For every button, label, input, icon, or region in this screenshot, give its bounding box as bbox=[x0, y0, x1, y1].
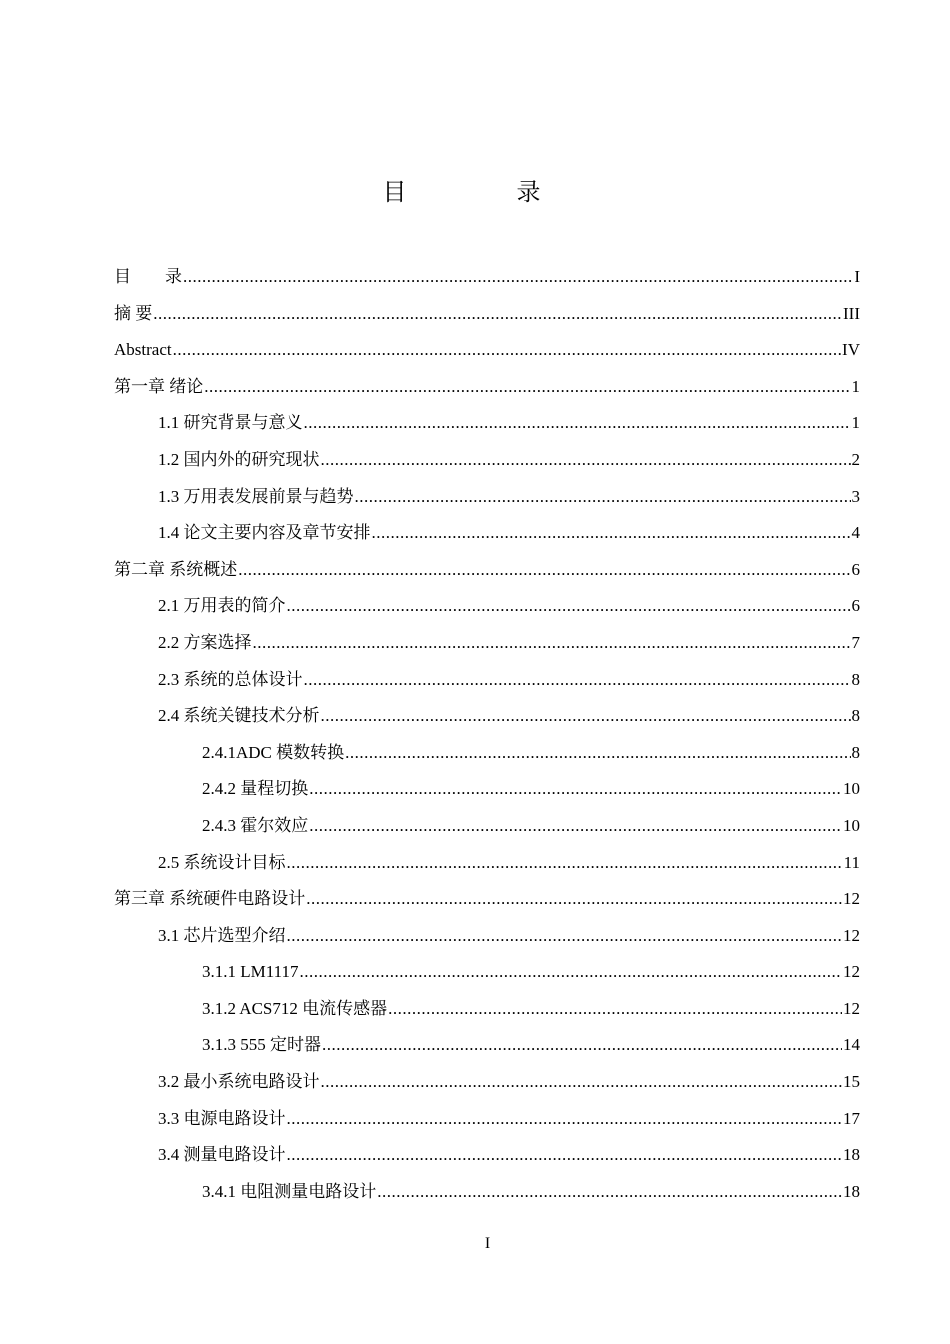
toc-dot-leader bbox=[287, 848, 843, 878]
toc-entry-page-number: 15 bbox=[843, 1072, 860, 1092]
toc-dot-leader bbox=[309, 774, 842, 804]
toc-entry-page-number: I bbox=[854, 267, 860, 286]
toc-entry[interactable] bbox=[114, 518, 860, 555]
toc-entry-page-number: IV bbox=[842, 340, 860, 360]
toc-entry[interactable] bbox=[114, 1030, 860, 1067]
toc-dot-leader bbox=[306, 884, 842, 914]
toc-dot-leader bbox=[287, 1104, 843, 1134]
toc-entry[interactable] bbox=[114, 445, 860, 482]
toc-entry-label: 3.2 最小系统电路设计 bbox=[158, 1072, 320, 1092]
toc-entry-page-number: 7 bbox=[851, 632, 860, 652]
toc-entry-label: 第二章 系统概述 bbox=[114, 559, 238, 579]
toc-entry-page-number: 2 bbox=[851, 449, 860, 469]
toc-entry-page-number: 12 bbox=[843, 889, 860, 909]
toc-entry[interactable] bbox=[114, 1177, 860, 1214]
toc-entry-label: 1.3 万用表发展前景与趋势 bbox=[158, 486, 354, 506]
toc-entry[interactable] bbox=[114, 957, 860, 994]
toc-entry-label: 2.4.3 霍尔效应 bbox=[202, 815, 309, 835]
toc-dot-leader bbox=[204, 372, 850, 402]
toc-entry-label: 3.1.3 555 定时器 bbox=[202, 1035, 321, 1055]
toc-entry-page-number: 3 bbox=[851, 486, 860, 506]
toc-entry-label: 2.4 系统关键技术分析 bbox=[158, 706, 320, 726]
toc-entry-page-number: 12 bbox=[843, 962, 860, 982]
toc-entry-label: 1.1 研究背景与意义 bbox=[158, 413, 303, 433]
toc-entry[interactable] bbox=[114, 372, 860, 409]
toc-entry-page-number: 1 bbox=[851, 376, 860, 396]
toc-entry-page-number: 8 bbox=[851, 669, 860, 689]
toc-dot-leader bbox=[287, 921, 843, 951]
toc-entry-label: 1.2 国内外的研究现状 bbox=[158, 449, 320, 469]
toc-entry-page-number: 12 bbox=[843, 925, 860, 945]
table-of-contents bbox=[114, 262, 860, 1213]
toc-entry-label: 1.4 论文主要内容及章节安排 bbox=[158, 523, 371, 543]
toc-entry[interactable] bbox=[114, 811, 860, 848]
toc-dot-leader bbox=[287, 1140, 843, 1170]
page-title: 目 录 bbox=[382, 180, 593, 206]
toc-entry-label: 3.1.1 LM1117 bbox=[202, 962, 299, 982]
toc-entry-page-number: 18 bbox=[843, 1181, 860, 1201]
toc-dot-leader bbox=[287, 591, 851, 621]
toc-entry[interactable] bbox=[114, 774, 860, 811]
toc-entry[interactable] bbox=[114, 262, 860, 299]
toc-dot-leader bbox=[321, 1067, 843, 1097]
toc-entry[interactable] bbox=[114, 591, 860, 628]
toc-entry-label: 2.5 系统设计目标 bbox=[158, 852, 286, 872]
toc-entry[interactable] bbox=[114, 408, 860, 445]
toc-entry[interactable] bbox=[114, 884, 860, 921]
toc-entry-page-number: 10 bbox=[843, 779, 860, 799]
toc-entry-label: 3.4 测量电路设计 bbox=[158, 1145, 286, 1165]
toc-entry[interactable] bbox=[114, 482, 860, 519]
toc-entry-label: 2.2 方案选择 bbox=[158, 632, 252, 652]
toc-entry[interactable] bbox=[114, 701, 860, 738]
toc-entry[interactable] bbox=[114, 921, 860, 958]
toc-entry[interactable] bbox=[114, 1140, 860, 1177]
toc-dot-leader bbox=[322, 1030, 842, 1060]
toc-entry-label: 3.4.1 电阻测量电路设计 bbox=[202, 1181, 377, 1201]
toc-dot-leader bbox=[345, 738, 850, 768]
toc-dot-leader bbox=[238, 555, 850, 585]
toc-entry[interactable] bbox=[114, 1067, 860, 1104]
toc-entry[interactable] bbox=[114, 665, 860, 702]
toc-entry-page-number: 17 bbox=[843, 1108, 860, 1128]
toc-dot-leader bbox=[304, 408, 851, 438]
toc-entry-page-number: 12 bbox=[843, 998, 860, 1018]
toc-entry-page-number: 4 bbox=[851, 523, 860, 543]
toc-entry-label: Abstract bbox=[114, 340, 172, 360]
toc-entry-label: 2.1 万用表的简介 bbox=[158, 596, 286, 616]
toc-entry-label: 3.1 芯片选型介绍 bbox=[158, 925, 286, 945]
toc-dot-leader bbox=[153, 299, 842, 329]
toc-entry-page-number: 6 bbox=[851, 559, 860, 579]
toc-entry-label: 3.1.2 ACS712 电流传感器 bbox=[202, 998, 388, 1018]
toc-entry-page-number: 11 bbox=[843, 852, 860, 872]
toc-entry[interactable] bbox=[114, 335, 860, 372]
toc-dot-leader bbox=[388, 994, 842, 1024]
toc-entry-page-number: 10 bbox=[843, 815, 860, 835]
toc-dot-leader bbox=[300, 957, 843, 987]
toc-entry-label: 摘 要 bbox=[114, 303, 153, 323]
toc-dot-leader bbox=[321, 701, 851, 731]
toc-dot-leader bbox=[355, 482, 851, 512]
toc-entry-label: 第三章 系统硬件电路设计 bbox=[114, 889, 306, 909]
toc-entry[interactable] bbox=[114, 555, 860, 592]
toc-dot-leader bbox=[372, 518, 851, 548]
toc-dot-leader bbox=[173, 335, 841, 365]
toc-dot-leader bbox=[321, 445, 851, 475]
toc-dot-leader bbox=[253, 628, 851, 658]
toc-entry[interactable] bbox=[114, 848, 860, 885]
page-number-footer: I bbox=[484, 1235, 491, 1252]
toc-entry[interactable] bbox=[114, 738, 860, 775]
toc-entry-label: 2.4.1ADC 模数转换 bbox=[202, 742, 345, 762]
toc-dot-leader bbox=[183, 262, 853, 292]
toc-entry-page-number: 18 bbox=[843, 1145, 860, 1165]
toc-dot-leader bbox=[309, 811, 842, 841]
toc-entry-page-number: 1 bbox=[851, 413, 860, 433]
toc-entry[interactable] bbox=[114, 628, 860, 665]
toc-entry-page-number: 8 bbox=[851, 706, 860, 726]
toc-entry-page-number: III bbox=[843, 303, 860, 323]
toc-dot-leader bbox=[377, 1177, 842, 1207]
toc-entry[interactable] bbox=[114, 299, 860, 336]
toc-entry-page-number: 6 bbox=[851, 596, 860, 616]
toc-entry-label: 第一章 绪论 bbox=[114, 376, 204, 396]
toc-entry[interactable] bbox=[114, 1104, 860, 1141]
toc-entry-label: 2.4.2 量程切换 bbox=[202, 779, 309, 799]
toc-entry-label: 目 录 bbox=[114, 267, 182, 286]
toc-entry-label: 2.3 系统的总体设计 bbox=[158, 669, 303, 689]
toc-entry-label: 3.3 电源电路设计 bbox=[158, 1108, 286, 1128]
toc-entry[interactable] bbox=[114, 994, 860, 1031]
toc-dot-leader bbox=[304, 665, 851, 695]
toc-entry-page-number: 14 bbox=[843, 1035, 860, 1055]
toc-entry-page-number: 8 bbox=[851, 742, 860, 762]
